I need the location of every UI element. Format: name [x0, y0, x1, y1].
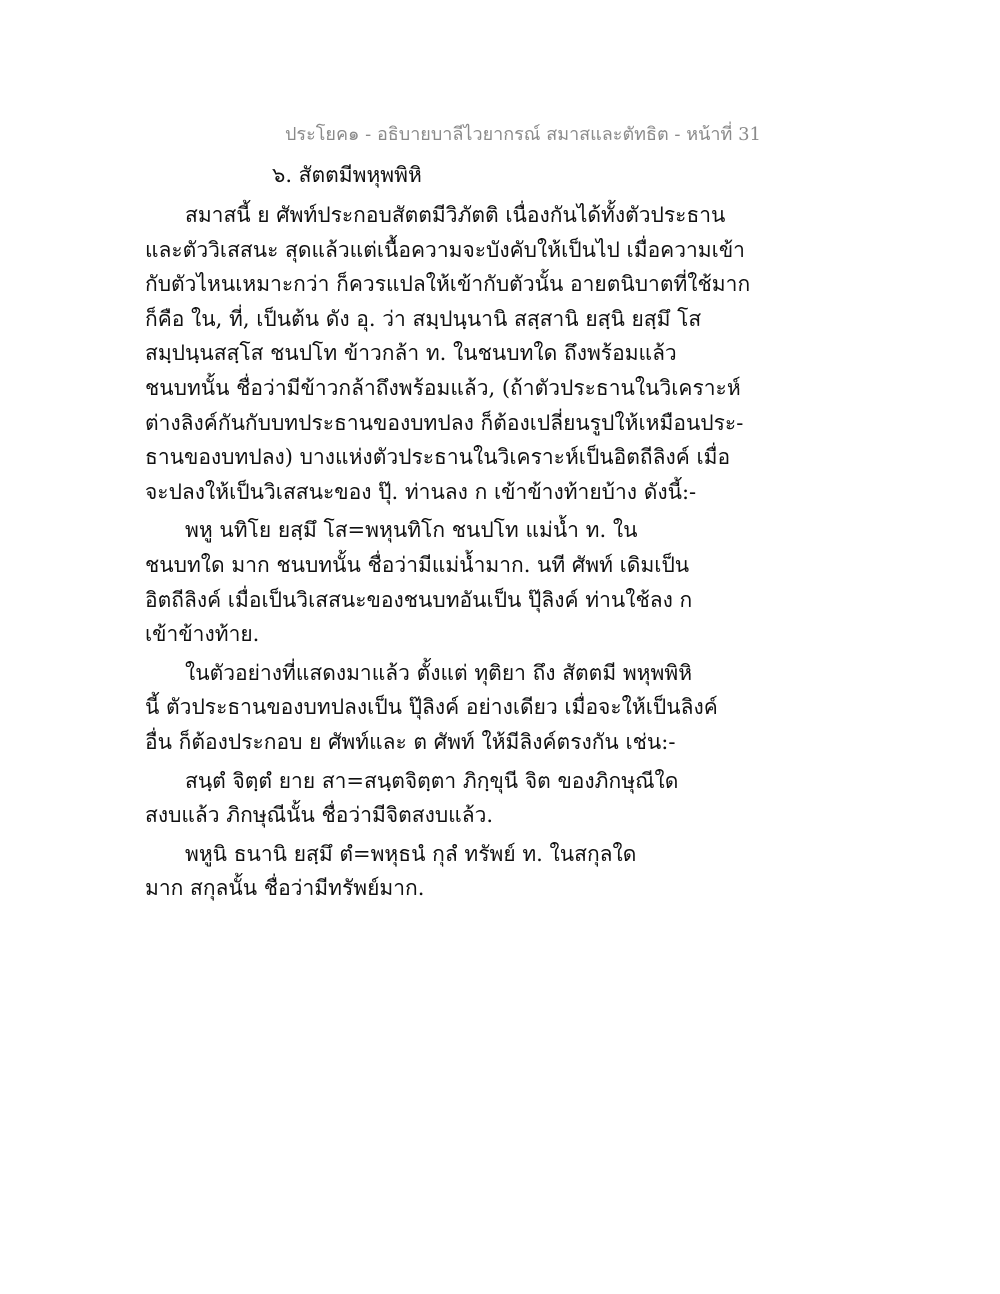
text-line: สมฺปนฺนสสฺโส ชนปโท ข้าวกล้า ท. ในชนบทใด ถึงพร้อมแล้ว	[145, 341, 677, 366]
text-line: สมาสนี้ ย ศัพท์ประกอบสัตตมีวิภัตติ เนื่องกันได้ทั้งตัวประธาน	[185, 203, 726, 227]
body-text	[145, 198, 751, 910]
text-line: อิตถีลิงค์ เมื่อเป็นวิเสสนะของชนบทอันเป็น ปุ๊ลิงค์ ท่านใช้ลง ก	[145, 587, 693, 612]
text-line: และตัววิเสสนะ สุดแล้วแต่เนื้อความจะบังคับให้เป็นไป เมื่อความเข้า	[145, 237, 745, 262]
text-line: ชนบทนั้น ชื่อว่ามีข้าวกล้าถึงพร้อมแล้ว, (ถ้าตัวประธานในวิเคราะห์	[145, 375, 741, 400]
text-line: สงบแล้ว ภิกษุณีนั้น ชื่อว่ามีจิตสงบแล้ว.	[145, 803, 494, 828]
text-line: ชนบทใด มาก ชนบทนั้น ชื่อว่ามีแม่น้ำมาก. นที ศัพท์ เดิมเป็น	[145, 552, 690, 577]
paragraph	[145, 513, 705, 651]
text-line: พหู นทิโย ยสฺมึ โส=พหุนทิโก ชนปโท แม่น้ำ ท. ใน	[185, 518, 638, 543]
paragraph	[145, 656, 718, 760]
text-line: ธานของบทปลง) บางแห่งตัวประธานในวิเคราะห์เป็นอิตถีลิงค์ เมื่อ	[145, 445, 731, 470]
text-line: ต่างลิงค์กันกับบทประธานของบทปลง ก็ต้องเปลี่ยนรูปให้เหมือนประ-	[145, 410, 744, 435]
text-line: จะปลงให้เป็นวิเสสนะของ ปุ๊. ท่านลง ก เข้าข้างท้ายบ้าง ดังนี้:-	[145, 479, 697, 504]
running-header: ประโยค๑ - อธิบายบาลีไวยากรณ์ สมาสและตัทธิต - หน้าที่ 31	[285, 124, 761, 145]
text-line: สนฺตํ จิตฺตํ ยาย สา=สนฺตจิตฺตา ภิกฺขุนี จิต ของภิกษุณีใด	[185, 768, 679, 793]
text-line: กับตัวไหนเหมาะกว่า ก็ควรแปลให้เข้ากับตัวนั้น อายตนิบาตที่ใช้มาก	[145, 272, 751, 297]
text-line: อื่น ก็ต้องประกอบ ย ศัพท์และ ต ศัพท์ ให้มีลิงค์ตรงกัน เช่น:-	[145, 729, 676, 754]
section-heading: ๖. สัตตมีพหุพพิหิ	[272, 163, 422, 187]
text-line: ในตัวอย่างที่แสดงมาแล้ว ตั้งแต่ ทุติยา ถึง สัตตมี พหุพพิหิ	[185, 660, 693, 685]
text-line: มาก สกุลนั้น ชื่อว่ามีทรัพย์มาก.	[145, 876, 425, 901]
text-line: ก็คือ ใน, ที่, เป็นต้น ดัง อุ. ว่า สมฺปนฺนานิ สสฺสานิ ยสฺนิ ยสฺมึ โส	[145, 306, 702, 331]
text-line: เข้าข้างท้าย.	[145, 622, 260, 647]
paragraph	[145, 837, 705, 906]
paragraph	[145, 764, 705, 833]
paragraph	[145, 198, 751, 509]
text-line: พหูนิ ธนานิ ยสฺมึ ตํ=พหุธนํ กุลํ ทรัพย์ ท. ในสกุลใด	[185, 841, 637, 866]
text-line: นี้ ตัวประธานของบทปลงเป็น ปุ๊ลิงค์ อย่างเดียว เมื่อจะให้เป็นลิงค์	[145, 695, 718, 720]
